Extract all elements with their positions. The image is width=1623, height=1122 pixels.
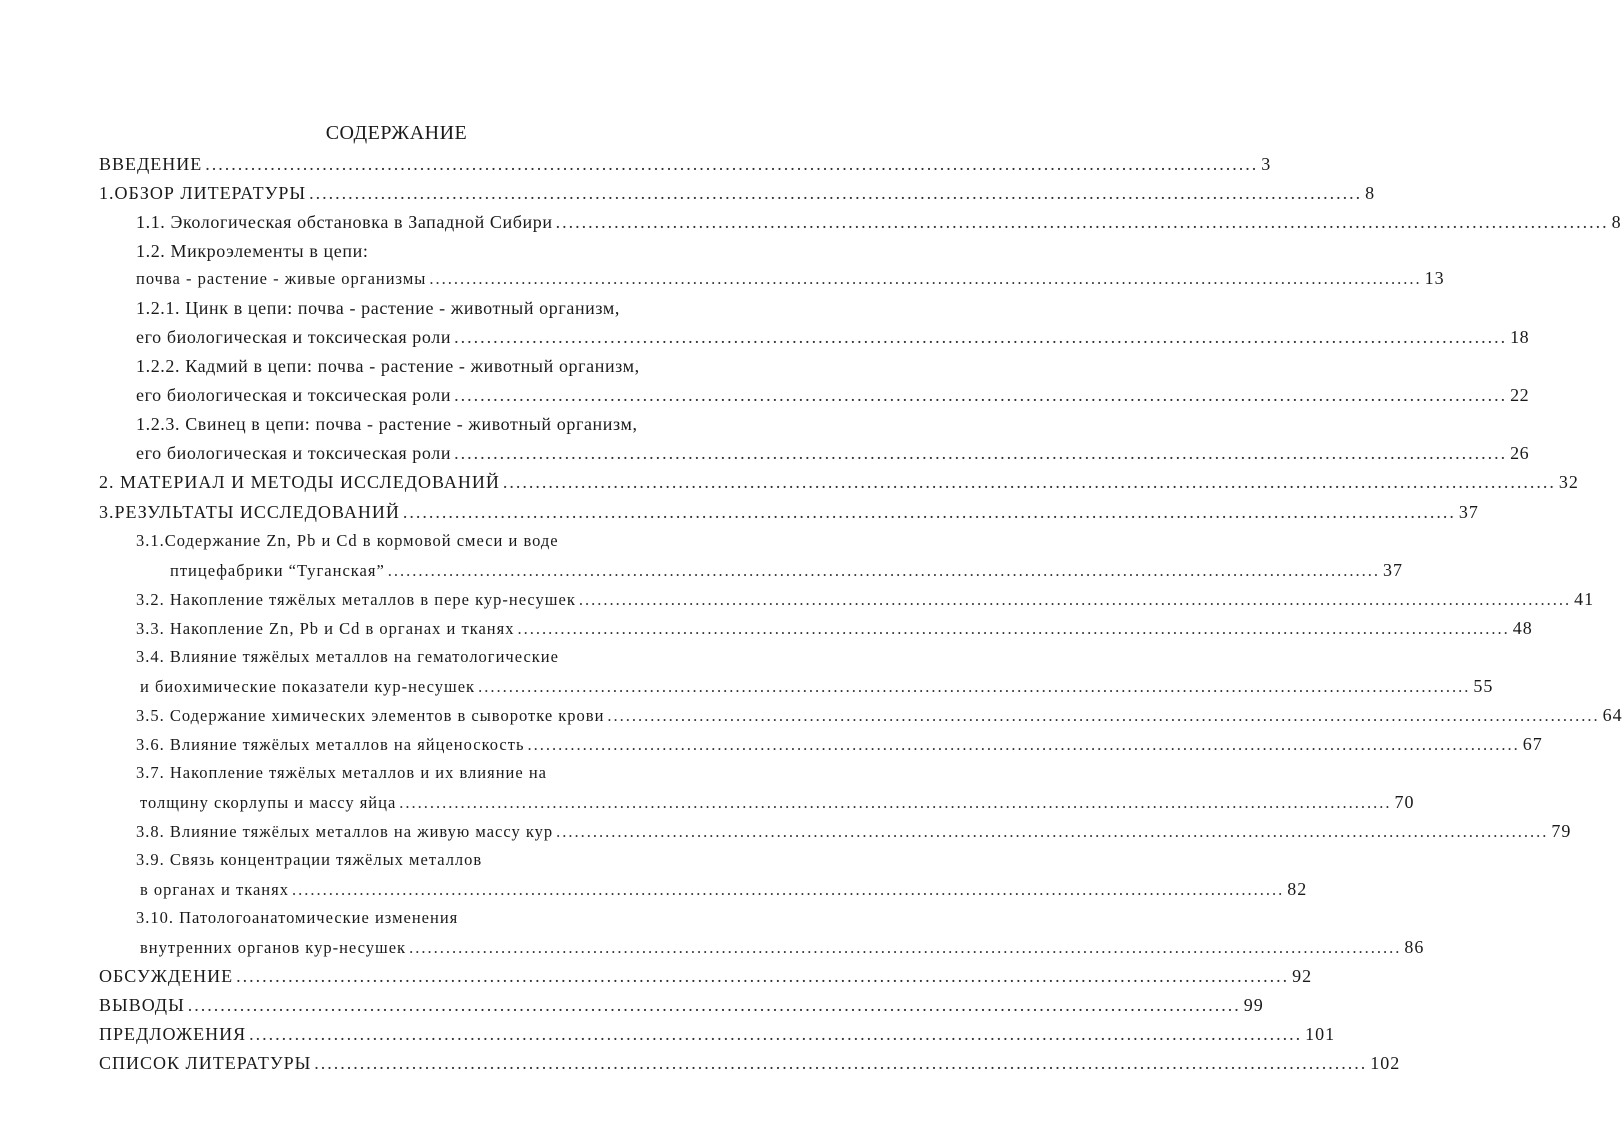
toc-entry-conclusions[interactable] xyxy=(99,993,1264,1017)
dot-leader: .................................................................................................................................................................. xyxy=(454,385,1508,405)
toc-entry-page: 37 xyxy=(1383,560,1404,580)
dot-leader: .................................................................................................................................................................. xyxy=(555,212,1609,232)
toc-entry-1-2-2-line1: 1.2.2. Кадмий в цепи: почва - растение - животный организм, xyxy=(136,356,640,376)
dot-leader: .................................................................................................................................................................. xyxy=(478,677,1471,696)
dot-leader: .................................................................................................................................................................. xyxy=(187,995,1241,1015)
toc-entry-1-2-2[interactable] xyxy=(136,383,1530,407)
toc-entry-label: 3.РЕЗУЛЬТАТЫ ИССЛЕДОВАНИЙ xyxy=(99,502,400,522)
dot-leader: .................................................................................................................................................................. xyxy=(429,269,1422,288)
toc-entry-label: в органах и тканях xyxy=(140,880,289,899)
toc-entry-label: СПИСОК ЛИТЕРАТУРЫ xyxy=(99,1053,312,1073)
toc-entry-label: ВВЕДЕНИЕ xyxy=(99,154,203,174)
toc-entry-page: 99 xyxy=(1243,995,1264,1015)
toc-entry-3-10[interactable] xyxy=(140,935,1425,959)
toc-entry-page: 92 xyxy=(1292,966,1313,986)
toc-entry-label: 1.1. Экологическая обстановка в Западной Сибири xyxy=(136,212,553,232)
toc-entry-page: 101 xyxy=(1305,1024,1336,1044)
dot-leader: .................................................................................................................................................................. xyxy=(409,938,1402,957)
toc-entry-page: 26 xyxy=(1510,443,1530,463)
toc-entry-1-2-3[interactable] xyxy=(136,441,1530,465)
toc-entry-label: птицефабрики “Туганская” xyxy=(170,561,385,580)
dot-leader: .................................................................................................................................................................. xyxy=(236,966,1290,986)
toc-entry-label: и биохимические показатели кур-несушек xyxy=(140,677,476,696)
toc-entry-3-7[interactable] xyxy=(140,790,1415,814)
dot-leader: .................................................................................................................................................................. xyxy=(527,735,1520,754)
toc-entry-page: 41 xyxy=(1574,589,1595,609)
toc-entry-materials-methods[interactable] xyxy=(99,470,1579,494)
toc-entry-3-4-line1: 3.4. Влияние тяжёлых металлов на гематологические xyxy=(136,647,559,666)
dot-leader: .................................................................................................................................................................. xyxy=(502,472,1556,492)
toc-entry-page: 86 xyxy=(1404,937,1425,957)
dot-leader: .................................................................................................................................................................. xyxy=(517,619,1510,638)
toc-entry-discussion[interactable] xyxy=(99,964,1313,988)
toc-entry-literature-review[interactable] xyxy=(99,181,1376,205)
toc-entry-label: 3.6. Влияние тяжёлых металлов на яйценоскость xyxy=(136,735,525,754)
toc-entry-label: ОБСУЖДЕНИЕ xyxy=(99,966,234,986)
toc-entry-label: его биологическая и токсическая роли xyxy=(136,327,452,347)
toc-entry-page: 22 xyxy=(1510,385,1530,405)
toc-entry-3-4[interactable] xyxy=(140,674,1494,698)
dot-leader: .................................................................................................................................................................. xyxy=(454,327,1508,347)
toc-entry-page: 64 xyxy=(1602,705,1623,725)
toc-entry-page: 102 xyxy=(1370,1053,1401,1073)
toc-entry-3-1[interactable] xyxy=(170,558,1404,582)
toc-entry-page: 79 xyxy=(1551,821,1572,841)
toc-entry-1-1[interactable] xyxy=(136,210,1622,234)
toc-entry-3-10-line1: 3.10. Патологоанатомические изменения xyxy=(136,908,459,927)
toc-entry-page: 82 xyxy=(1287,879,1308,899)
toc-entry-references[interactable] xyxy=(99,1051,1401,1075)
dot-leader: .................................................................................................................................................................. xyxy=(387,561,1381,580)
toc-entry-label: внутренних органов кур-несушек xyxy=(140,938,407,957)
toc-entry-page: 70 xyxy=(1394,792,1415,812)
toc-entry-3-1-line1: 3.1.Содержание Zn, Pb и Cd в кормовой смеси и воде xyxy=(136,531,559,550)
toc-entry-label: ВЫВОДЫ xyxy=(99,995,185,1015)
dot-leader: .................................................................................................................................................................. xyxy=(454,443,1508,463)
toc-entry-proposals[interactable] xyxy=(99,1022,1336,1046)
toc-entry-label: почва - растение - живые организмы xyxy=(136,269,427,288)
toc-entry-1-2-line1: 1.2. Микроэлементы в цепи: xyxy=(136,241,369,261)
dot-leader: .................................................................................................................................................................. xyxy=(205,154,1259,174)
toc-entry-1-2[interactable] xyxy=(136,266,1445,290)
dot-leader: .................................................................................................................................................................. xyxy=(607,706,1600,725)
toc-entry-label: 3.3. Накопление Zn, Pb и Cd в органах и тканях xyxy=(136,619,515,638)
toc-entry-label: 3.2. Накопление тяжёлых металлов в пере кур-несушек xyxy=(136,590,576,609)
toc-entry-3-6[interactable] xyxy=(136,732,1543,756)
toc-entry-page: 55 xyxy=(1473,676,1494,696)
dot-leader: .................................................................................................................................................................. xyxy=(402,502,1456,522)
toc-entry-page: 37 xyxy=(1458,502,1479,522)
toc-entry-label: 2. МАТЕРИАЛ И МЕТОДЫ ИССЛЕДОВАНИЙ xyxy=(99,472,500,492)
toc-entry-1-2-1[interactable] xyxy=(136,325,1530,349)
toc-entry-introduction[interactable] xyxy=(99,152,1272,176)
toc-entry-label: 3.8. Влияние тяжёлых металлов на живую массу кур xyxy=(136,822,554,841)
toc-entry-3-3[interactable] xyxy=(136,616,1533,640)
toc-entry-3-9-line1: 3.9. Связь концентрации тяжёлых металлов xyxy=(136,850,483,869)
toc-entry-page: 3 xyxy=(1261,154,1272,174)
dot-leader: .................................................................................................................................................................. xyxy=(314,1053,1368,1073)
toc-entry-label: толщину скорлупы и массу яйца xyxy=(140,793,397,812)
dot-leader: .................................................................................................................................................................. xyxy=(399,793,1392,812)
page-title: СОДЕРЖАНИЕ xyxy=(325,122,468,144)
toc-entry-page: 67 xyxy=(1522,734,1543,754)
toc-entry-3-7-line1: 3.7. Накопление тяжёлых металлов и их влияние на xyxy=(136,763,547,782)
toc-entry-results[interactable] xyxy=(99,500,1479,524)
dot-leader: .................................................................................................................................................................. xyxy=(249,1024,1303,1044)
toc-entry-page: 48 xyxy=(1512,618,1533,638)
toc-entry-label: ПРЕДЛОЖЕНИЯ xyxy=(99,1024,247,1044)
toc-entry-label: его биологическая и токсическая роли xyxy=(136,385,452,405)
toc-entry-page: 18 xyxy=(1510,327,1530,347)
dot-leader: .................................................................................................................................................................. xyxy=(556,822,1549,841)
dot-leader: .................................................................................................................................................................. xyxy=(309,183,1363,203)
toc-entry-1-2-3-line1: 1.2.3. Свинец в цепи: почва - растение - животный организм, xyxy=(136,414,638,434)
toc-entry-label: 1.ОБЗОР ЛИТЕРАТУРЫ xyxy=(99,183,307,203)
dot-leader: .................................................................................................................................................................. xyxy=(291,880,1285,899)
toc-entry-page: 8 xyxy=(1365,183,1376,203)
toc-entry-3-9[interactable] xyxy=(140,877,1308,901)
toc-entry-3-2[interactable] xyxy=(136,587,1595,611)
toc-entry-1-2-1-line1: 1.2.1. Цинк в цепи: почва - растение - животный организм, xyxy=(136,298,620,318)
toc-entry-label: его биологическая и токсическая роли xyxy=(136,443,452,463)
toc-entry-page: 13 xyxy=(1424,268,1445,288)
toc-entry-3-8[interactable] xyxy=(136,819,1572,843)
toc-entry-page: 32 xyxy=(1558,472,1579,492)
toc-entry-page: 8 xyxy=(1611,212,1622,232)
toc-entry-label: 3.5. Содержание химических элементов в сыворотке крови xyxy=(136,706,605,725)
dot-leader: .................................................................................................................................................................. xyxy=(578,590,1572,609)
toc-entry-3-5[interactable] xyxy=(136,703,1623,727)
